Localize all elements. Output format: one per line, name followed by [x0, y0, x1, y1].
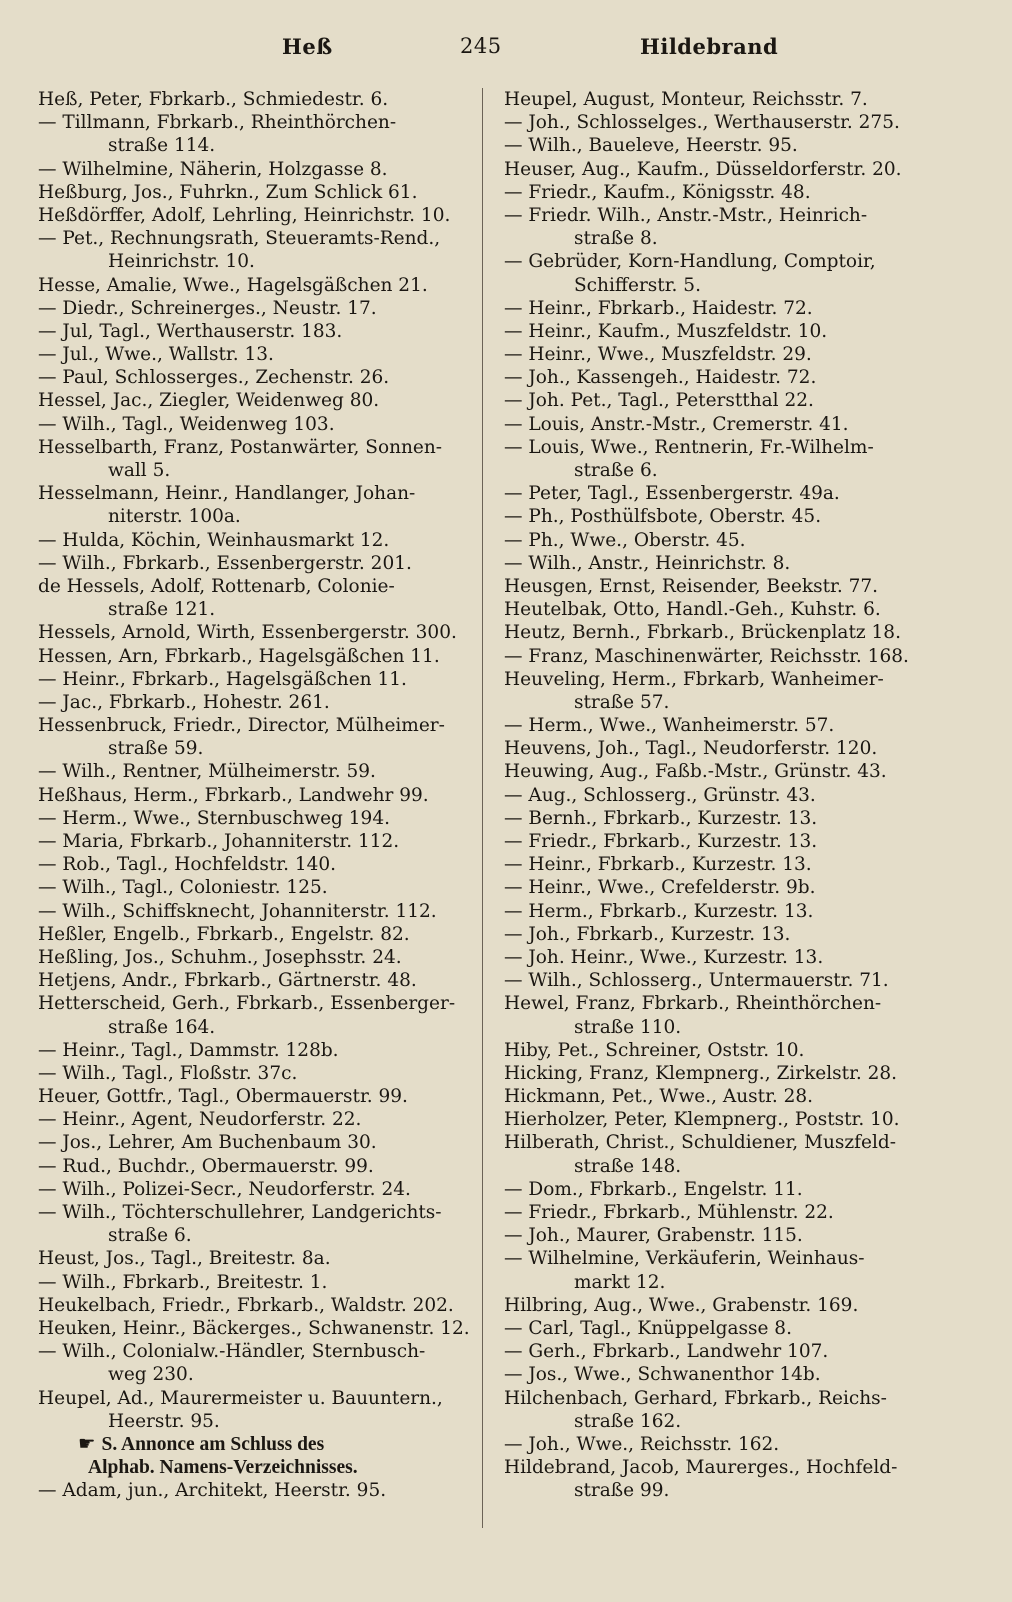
directory-line: — Herm., Fbrkarb., Kurzestr. 13. [504, 900, 814, 922]
right-column [504, 88, 942, 1502]
directory-line: straße 110. [574, 1016, 682, 1038]
directory-line: — Wilh., Schlosserg., Untermauerstr. 71. [504, 970, 889, 992]
directory-line: Hickmann, Pet., Wwe., Austr. 28. [504, 1086, 814, 1108]
directory-line: — Friedr. Wilh., Anstr.-Mstr., Heinrich- [504, 204, 868, 226]
directory-line: Hesselbarth, Franz, Postanwärter, Sonnen- [38, 436, 443, 458]
directory-line: — Friedr., Kaufm., Königsstr. 48. [504, 181, 811, 203]
directory-line: — Adam, jun., Architekt, Heerstr. 95. [38, 1480, 387, 1502]
directory-line: — Wilh., Rentner, Mülheimerstr. 59. [38, 761, 376, 783]
directory-line: — Franz, Maschinenwärter, Reichsstr. 168. [504, 645, 909, 667]
advertisement-notice-line2: Alphab. Namens-Verzeichnisses. [88, 1457, 358, 1479]
directory-line: — Heinr., Fbrkarb., Hagelsgäßchen 11. [38, 668, 407, 690]
directory-line: — Heinr., Fbrkarb., Haidestr. 72. [504, 297, 813, 319]
directory-line: Hetterscheid, Gerh., Fbrkarb., Essenberger- [38, 993, 456, 1015]
directory-line: — Paul, Schlosserges., Zechenstr. 26. [38, 367, 390, 389]
directory-line: — Wilh., Tagl., Weidenweg 103. [38, 413, 335, 435]
column-divider [482, 88, 483, 1528]
directory-line: — Jul, Tagl., Werthauserstr. 183. [38, 320, 343, 342]
directory-line: — Heinr., Fbrkarb., Kurzestr. 13. [504, 854, 812, 876]
directory-line: — Heinr., Wwe., Crefelderstr. 9b. [504, 877, 816, 899]
directory-line: — Heinr., Tagl., Dammstr. 128b. [38, 1039, 339, 1061]
directory-line: Hesse, Amalie, Wwe., Hagelsgäßchen 21. [38, 274, 428, 296]
directory-line: Heßling, Jos., Schuhm., Josephsstr. 24. [38, 946, 402, 968]
directory-line: Heupel, Ad., Maurermeister u. Bauuntern., [38, 1387, 443, 1409]
directory-line: — Wilh., Töchterschullehrer, Landgerichts- [38, 1202, 442, 1223]
directory-line: — Ph., Posthülfsbote, Oberstr. 45. [504, 506, 822, 528]
page-header [0, 34, 1012, 66]
directory-line: Hessenbruck, Friedr., Director, Mülheimer- [38, 715, 445, 737]
directory-line: Hetjens, Andr., Fbrkarb., Gärtnerstr. 48. [38, 970, 417, 992]
directory-line: — Joh., Fbrkarb., Kurzestr. 13. [504, 923, 791, 945]
directory-line: — Carl, Tagl., Knüppelgasse 8. [504, 1317, 792, 1339]
directory-line: — Hulda, Köchin, Weinhausmarkt 12. [38, 529, 390, 551]
directory-line: — Friedr., Fbrkarb., Mühlenstr. 22. [504, 1202, 834, 1223]
directory-line: Heuken, Heinr., Bäckerges., Schwanenstr. 12. [38, 1317, 470, 1339]
directory-line: — Rob., Tagl., Hochfeldstr. 140. [38, 854, 337, 876]
directory-line: — Louis, Wwe., Rentnerin, Fr.-Wilhelm- [504, 436, 874, 458]
directory-line: Heutz, Bernh., Fbrkarb., Brückenplatz 18. [504, 622, 901, 644]
directory-line: niterstr. 100a. [108, 506, 241, 528]
directory-line: — Wilh., Tagl., Floßstr. 37c. [38, 1062, 298, 1084]
directory-line: — Jul., Wwe., Wallstr. 13. [38, 344, 274, 366]
pointing-hand-icon: ☛ [78, 1433, 96, 1455]
directory-line: — Peter, Tagl., Essenbergerstr. 49a. [504, 483, 840, 505]
directory-line: — Heinr., Wwe., Muszfeldstr. 29. [504, 344, 812, 366]
directory-line: straße 162. [574, 1410, 682, 1432]
directory-line: — Rud., Buchdr., Obermauerstr. 99. [38, 1155, 374, 1177]
directory-line: — Heinr., Agent, Neudorferstr. 22. [38, 1109, 362, 1131]
directory-line: weg 230. [108, 1364, 194, 1386]
directory-line: — Dom., Fbrkarb., Engelstr. 11. [504, 1178, 803, 1200]
directory-line: — Herm., Wwe., Wanheimerstr. 57. [504, 715, 835, 737]
directory-line: — Gebrüder, Korn-Handlung, Comptoir, [504, 251, 876, 273]
directory-line: — Joh., Wwe., Reichsstr. 162. [504, 1433, 780, 1455]
directory-line: straße 164. [108, 1016, 216, 1038]
directory-line: Hilchenbach, Gerhard, Fbrkarb., Reichs- [504, 1387, 887, 1409]
directory-line: Heßler, Engelb., Fbrkarb., Engelstr. 82. [38, 923, 410, 945]
directory-line: — Joh., Kassengeh., Haidestr. 72. [504, 367, 817, 389]
directory-line: — Jac., Fbrkarb., Hohestr. 261. [38, 691, 330, 713]
directory-line: — Tillmann, Fbrkarb., Rheinthörchen- [38, 112, 397, 134]
directory-line: Hierholzer, Peter, Klempnerg., Poststr. 10. [504, 1109, 900, 1131]
directory-line: Heinrichstr. 10. [108, 251, 255, 273]
directory-line: straße 6. [574, 460, 658, 481]
directory-line: Heust, Jos., Tagl., Breitestr. 8a. [38, 1248, 331, 1270]
header-last-entry: Hildebrand [640, 34, 779, 59]
directory-line: — Herm., Wwe., Sternbuschweg 194. [38, 807, 390, 829]
directory-line: — Bernh., Fbrkarb., Kurzestr. 13. [504, 807, 818, 829]
directory-line: — Ph., Wwe., Oberstr. 45. [504, 529, 746, 551]
directory-line: — Pet., Rechnungsrath, Steueramts-Rend., [38, 228, 441, 250]
directory-line: Hesselmann, Heinr., Handlanger, Johan- [38, 483, 416, 505]
directory-line: straße 114. [108, 135, 216, 157]
directory-line: Heßhaus, Herm., Fbrkarb., Landwehr 99. [38, 784, 429, 806]
directory-line: — Aug., Schlosserg., Grünstr. 43. [504, 784, 816, 806]
directory-line: straße 59. [108, 738, 204, 760]
directory-line: — Wilh., Anstr., Heinrichstr. 8. [504, 552, 791, 574]
directory-line: Heßburg, Jos., Fuhrkn., Zum Schlick 61. [38, 181, 418, 203]
directory-line: Hessels, Arnold, Wirth, Essenbergerstr. 300. [38, 622, 457, 644]
page-number: 245 [460, 34, 502, 58]
directory-line: — Wilh., Schiffsknecht, Johanniterstr. 112. [38, 900, 437, 922]
advertisement-notice: ☛ S. Annonce am Schluss des [78, 1433, 325, 1455]
directory-line: — Heinr., Kaufm., Muszfeldstr. 10. [504, 320, 828, 342]
directory-line: — Jos., Wwe., Schwanenthor 14b. [504, 1364, 821, 1386]
directory-line: Hewel, Franz, Fbrkarb., Rheinthörchen- [504, 993, 882, 1015]
directory-line: Heutelbak, Otto, Handl.-Geh., Kuhstr. 6. [504, 599, 881, 621]
directory-line: — Joh. Pet., Tagl., Peterstthal 22. [504, 390, 814, 412]
directory-line: — Wilh., Fbrkarb., Essenbergerstr. 201. [38, 552, 412, 574]
directory-line: — Joh., Schlosselges., Werthauserstr. 275. [504, 112, 900, 134]
directory-line: — Joh. Heinr., Wwe., Kurzestr. 13. [504, 946, 824, 968]
directory-line: Heuveling, Herm., Fbrkarb, Wanheimer- [504, 668, 884, 690]
directory-line: Heuvens, Joh., Tagl., Neudorferstr. 120. [504, 738, 878, 760]
directory-line: Heuwing, Aug., Faßb.-Mstr., Grünstr. 43. [504, 761, 887, 783]
directory-line: — Maria, Fbrkarb., Johanniterstr. 112. [38, 831, 400, 852]
directory-line: wall 5. [108, 460, 171, 481]
directory-line: — Louis, Anstr.-Mstr., Cremerstr. 41. [504, 413, 849, 435]
directory-line: — Wilh., Fbrkarb., Breitestr. 1. [38, 1271, 328, 1293]
header-first-entry: Heß [282, 34, 333, 59]
directory-line: straße 8. [574, 228, 658, 250]
directory-line: straße 57. [574, 691, 670, 713]
directory-line: Hilbring, Aug., Wwe., Grabenstr. 169. [504, 1294, 859, 1316]
directory-line: — Wilhelmine, Näherin, Holzgasse 8. [38, 158, 388, 180]
directory-line: — Wilh., Baueleve, Heerstr. 95. [504, 135, 798, 157]
directory-line: Hessel, Jac., Ziegler, Weidenweg 80. [38, 390, 380, 412]
directory-line: — Wilhelmine, Verkäuferin, Weinhaus- [504, 1248, 865, 1270]
directory-line: — Joh., Maurer, Grabenstr. 115. [504, 1225, 803, 1247]
directory-line: Hessen, Arn, Fbrkarb., Hagelsgäßchen 11. [38, 645, 440, 667]
directory-line: — Gerh., Fbrkarb., Landwehr 107. [504, 1341, 829, 1363]
directory-line: Heerstr. 95. [108, 1410, 220, 1432]
directory-line: Heusgen, Ernst, Reisender, Beekstr. 77. [504, 575, 879, 597]
directory-line: — Wilh., Tagl., Coloniestr. 125. [38, 877, 328, 899]
directory-line: straße 148. [574, 1155, 682, 1177]
left-column [38, 88, 478, 1502]
directory-line: Heukelbach, Friedr., Fbrkarb., Waldstr. 202. [38, 1294, 454, 1316]
directory-line: Hilberath, Christ., Schuldiener, Muszfeld- [504, 1132, 896, 1154]
directory-line: — Jos., Lehrer, Am Buchenbaum 30. [38, 1132, 377, 1154]
directory-line: — Friedr., Fbrkarb., Kurzestr. 13. [504, 831, 818, 852]
directory-line: Heßdörffer, Adolf, Lehrling, Heinrichstr. 10. [38, 204, 451, 226]
directory-line: Heß, Peter, Fbrkarb., Schmiedestr. 6. [38, 89, 389, 110]
directory-line: Hicking, Franz, Klempnerg., Zirkelstr. 28. [504, 1062, 898, 1084]
directory-line: straße 121. [108, 599, 216, 621]
directory-line: straße 99. [574, 1480, 670, 1502]
directory-line: — Diedr., Schreinerges., Neustr. 17. [38, 297, 377, 319]
directory-line: Heuser, Aug., Kaufm., Düsseldorferstr. 20. [504, 158, 902, 180]
directory-line: markt 12. [574, 1271, 666, 1293]
directory-line: Heupel, August, Monteur, Reichsstr. 7. [504, 89, 868, 110]
directory-line: Heuer, Gottfr., Tagl., Obermauerstr. 99. [38, 1086, 408, 1108]
directory-line: — Wilh., Polizei-Secr., Neudorferstr. 24. [38, 1178, 411, 1200]
directory-line: Schifferstr. 5. [574, 274, 701, 296]
directory-line: straße 6. [108, 1225, 192, 1247]
directory-line: Hildebrand, Jacob, Maurerges., Hochfeld- [504, 1457, 898, 1479]
directory-line: de Hessels, Adolf, Rottenarb, Colonie- [38, 575, 395, 597]
directory-line: — Wilh., Colonialw.-Händler, Sternbusch- [38, 1341, 426, 1363]
directory-line: Hiby, Pet., Schreiner, Oststr. 10. [504, 1039, 805, 1061]
